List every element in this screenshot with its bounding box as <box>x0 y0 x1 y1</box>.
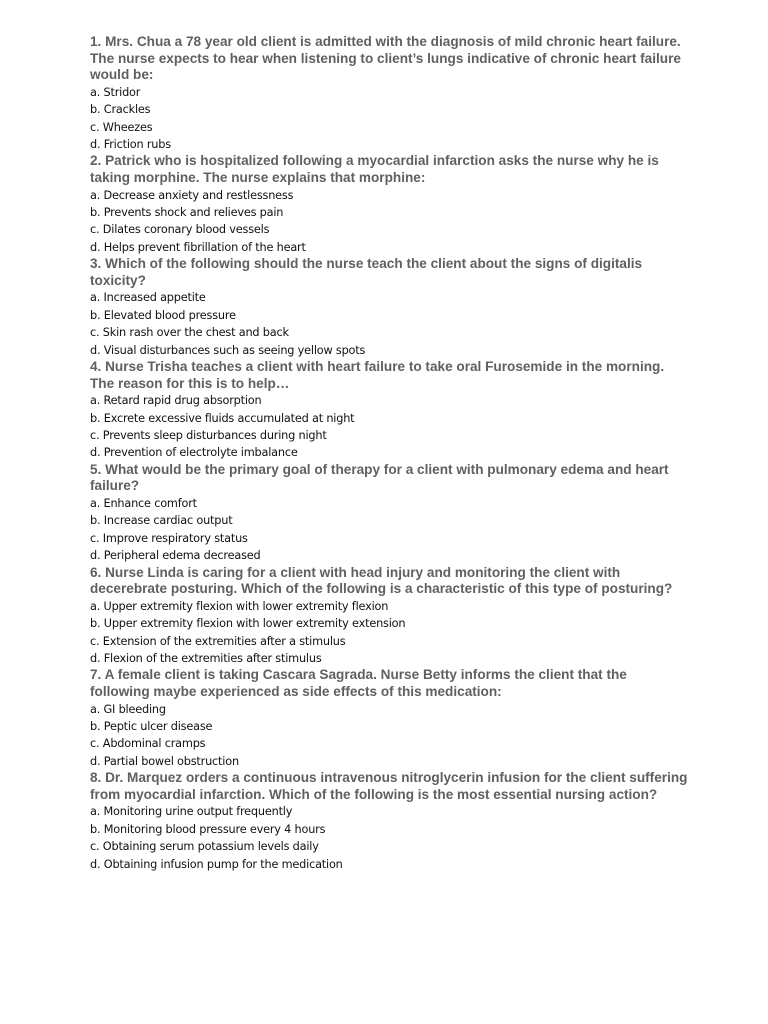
answer-option: b. Peptic ulcer disease <box>90 720 213 734</box>
answer-option: a. Enhance comfort <box>90 497 197 511</box>
answer-option: a. Upper extremity flexion with lower extremity flexion <box>90 599 389 613</box>
question-text: 4. Nurse Trisha teaches a client with heart failure to take oral Furosemide in the morning. The reason for this is to help… <box>90 359 665 391</box>
question-text: 3. Which of the following should the nurse teach the client about the signs of digitalis toxicity? <box>90 256 643 288</box>
document-page <box>90 34 690 873</box>
question-6 <box>90 565 690 668</box>
question-3 <box>90 256 690 359</box>
answer-option: c. Improve respiratory status <box>90 531 248 545</box>
question-8 <box>90 770 690 873</box>
answer-option: d. Obtaining infusion pump for the medication <box>90 857 343 871</box>
answer-option: c. Obtaining serum potassium levels daily <box>90 840 319 854</box>
question-7 <box>90 667 690 770</box>
answer-option: b. Monitoring blood pressure every 4 hours <box>90 822 326 836</box>
question-text: 1. Mrs. Chua a 78 year old client is admitted with the diagnosis of mild chronic heart failure. The nurse expects to hear when listening to client’s lungs indicative of chronic heart failure would be: <box>90 34 681 83</box>
answer-option: d. Prevention of electrolyte imbalance <box>90 446 298 460</box>
answer-option: c. Wheezes <box>90 120 153 134</box>
answer-option: a. Decrease anxiety and restlessness <box>90 188 294 202</box>
answer-option: b. Upper extremity flexion with lower extremity extension <box>90 617 406 631</box>
answer-option: d. Partial bowel obstruction <box>90 754 239 768</box>
question-text: 2. Patrick who is hospitalized following a myocardial infarction asks the nurse why he is taking morphine. The nurse explains that morphine: <box>90 153 659 185</box>
answer-option: d. Flexion of the extremities after stimulus <box>90 652 322 666</box>
answer-option: d. Visual disturbances such as seeing yellow spots <box>90 343 366 357</box>
answer-option: c. Skin rash over the chest and back <box>90 326 289 340</box>
answer-option: c. Prevents sleep disturbances during night <box>90 429 327 443</box>
answer-option: a. GI bleeding <box>90 702 166 716</box>
answer-option: b. Crackles <box>90 103 151 117</box>
answer-option: c. Extension of the extremities after a stimulus <box>90 634 346 648</box>
question-2 <box>90 153 690 256</box>
answer-option: a. Increased appetite <box>90 291 206 305</box>
answer-option: c. Dilates coronary blood vessels <box>90 223 270 237</box>
answer-option: b. Excrete excessive fluids accumulated at night <box>90 411 355 425</box>
question-4 <box>90 359 690 462</box>
answer-option: a. Retard rapid drug absorption <box>90 394 262 408</box>
question-text: 7. A female client is taking Cascara Sagrada. Nurse Betty informs the client that the following maybe experienced as side effects of this medication: <box>90 667 627 700</box>
answer-option: b. Prevents shock and relieves pain <box>90 206 284 219</box>
answer-option: b. Elevated blood pressure <box>90 308 236 322</box>
question-5 <box>90 462 690 565</box>
answer-option: c. Abdominal cramps <box>90 737 206 751</box>
answer-option: d. Friction rubs <box>90 138 171 151</box>
question-text: 6. Nurse Linda is caring for a client with head injury and monitoring the client with decerebrate posturing. Which of the following is a characteristic of this type of posturing? <box>90 564 673 597</box>
answer-option: d. Peripheral edema decreased <box>90 549 261 563</box>
question-text: 5. What would be the primary goal of therapy for a client with pulmonary edema and heart failure? <box>90 461 669 494</box>
answer-option: a. Monitoring urine output frequently <box>90 805 293 819</box>
question-1 <box>90 34 690 153</box>
question-text: 8. Dr. Marquez orders a continuous intravenous nitroglycerin infusion for the client suffering from myocardial infarction. Which of the following is the most essential nursing action? <box>90 770 688 802</box>
answer-option: d. Helps prevent fibrillation of the heart <box>90 240 306 254</box>
answer-option: a. Stridor <box>90 85 141 99</box>
answer-option: b. Increase cardiac output <box>90 514 233 528</box>
